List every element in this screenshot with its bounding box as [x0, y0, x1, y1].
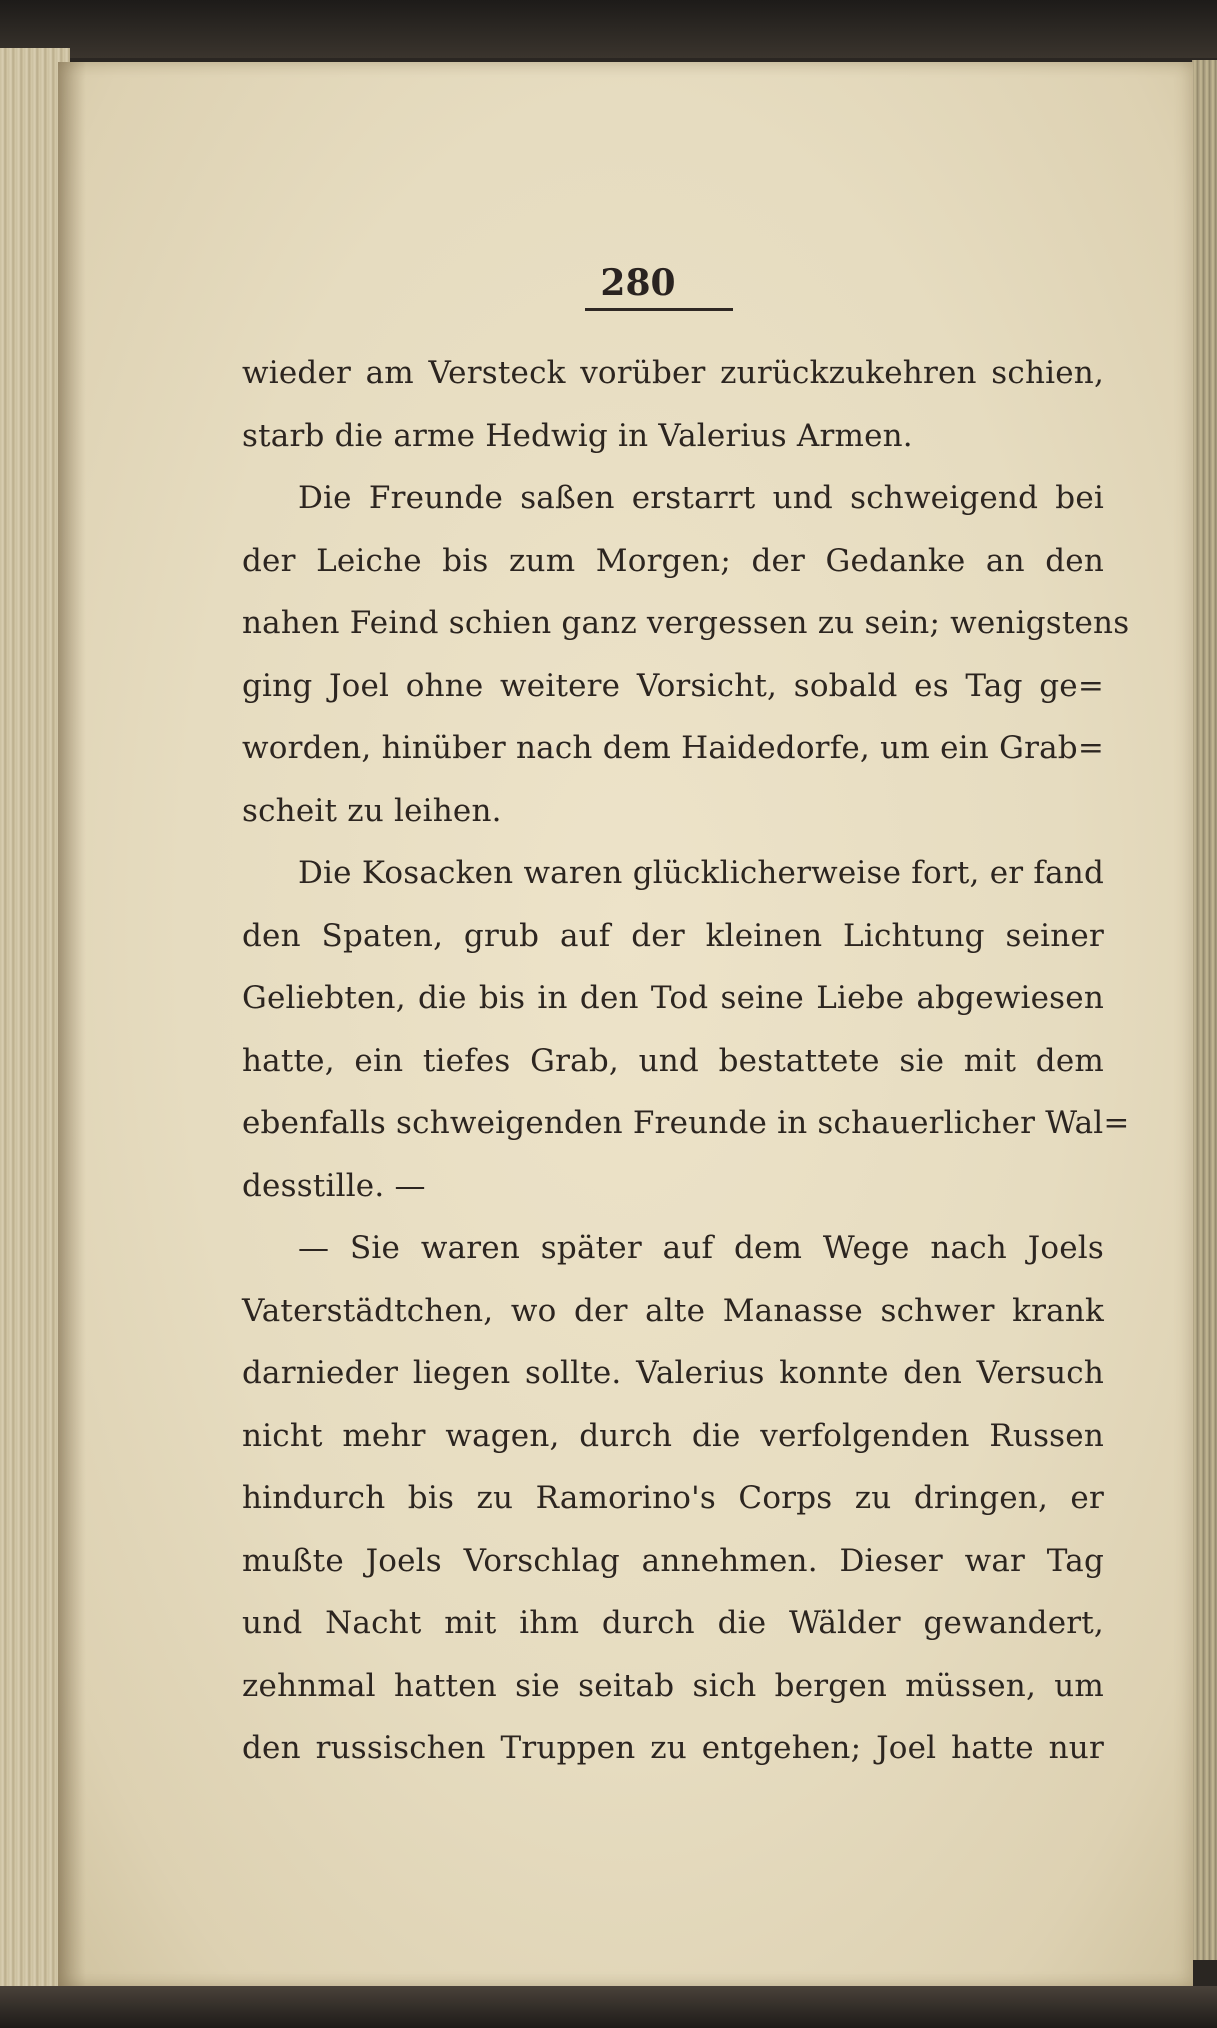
text-line: ging Joel ohne weitere Vorsicht, sobald es Tag ge=: [242, 667, 1104, 704]
bottom-edge: [0, 1986, 1217, 2028]
text-line: hindurch bis zu Ramorino's Corps zu dringen, er: [242, 1480, 1104, 1516]
text-line: desstille. —: [242, 1167, 426, 1204]
text-line: Die Kosacken waren glücklicherweise fort, er fand: [298, 855, 1104, 891]
text-line: darnieder liegen sollte. Valerius konnte den Versuch: [242, 1355, 1104, 1391]
text-line: worden, hinüber nach dem Haidedorfe, um ein Grab=: [242, 730, 1104, 766]
text-line: und Nacht mit ihm durch die Wälder gewandert,: [242, 1605, 1104, 1641]
header-rule: [585, 308, 733, 311]
text-line: wieder am Versteck vorüber zurückzukehren schien,: [242, 355, 1104, 391]
text-line: den Spaten, grub auf der kleinen Lichtung seiner: [242, 917, 1104, 954]
text-line: hatte, ein tiefes Grab, und bestattete sie mit dem: [242, 1042, 1104, 1079]
text-line: — Sie waren später auf dem Wege nach Joels: [298, 1230, 1104, 1266]
text-line: starb die arme Hedwig in Valerius Armen.: [242, 417, 913, 454]
page-number: 280: [600, 262, 676, 304]
text-line: scheit zu leihen.: [242, 792, 502, 829]
text-line: Vaterstädtchen, wo der alte Manasse schwer krank: [242, 1292, 1104, 1329]
text-line: der Leiche bis zum Morgen; der Gedanke an den: [242, 542, 1104, 579]
body-text: [242, 342, 1130, 1780]
text-line: Geliebten, die bis in den Tod seine Liebe abgewiesen: [242, 980, 1104, 1016]
text-line: zehnmal hatten sie seitab sich bergen müssen, um: [242, 1667, 1104, 1704]
page-stack-right: [1192, 60, 1217, 1960]
text-line: Die Freunde saßen erstarrt und schweigend bei: [298, 480, 1104, 516]
binding-edge: [0, 0, 1217, 58]
text-line: den russischen Truppen zu entgehen; Joel hatte nur: [242, 1730, 1104, 1766]
text-line: nicht mehr wagen, durch die verfolgenden Russen: [242, 1417, 1104, 1454]
text-line: mußte Joels Vorschlag annehmen. Dieser war Tag: [242, 1542, 1104, 1579]
gutter-shadow: [58, 62, 86, 1987]
text-line: nahen Feind schien ganz vergessen zu sein; wenigstens: [242, 605, 1130, 641]
text-line: ebenfalls schweigenden Freunde in schauerlicher Wal=: [242, 1105, 1130, 1141]
